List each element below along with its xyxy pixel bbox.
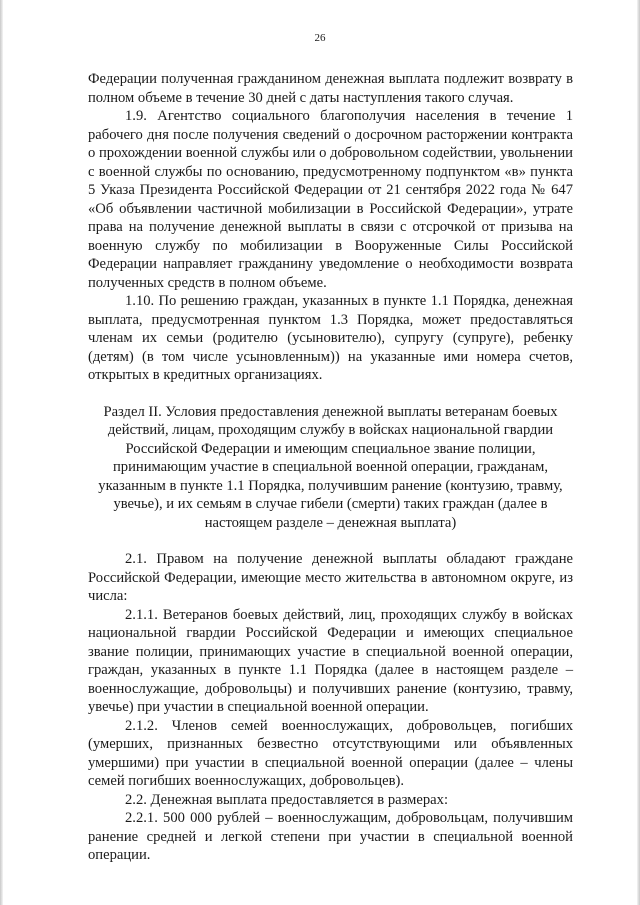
document-body: [88, 70, 573, 865]
paragraph-2-2: 2.2. Денежная выплата предоставляется в размерах:: [125, 791, 449, 808]
page-number: 26: [314, 32, 326, 44]
paragraph-2-1-2: 2.1.2. Членов семей военнослужащих, добровольцев, погибших (умерших, признанных безвестно отсутствующими или объявленных умершими) при участии в специальной военной операции (далее – члены семей погибших военнослужащих, добровольцев).: [88, 717, 573, 789]
paragraph-2-1-1: 2.1.1. Ветеранов боевых действий, лиц, проходящих службу в войсках национальной гвардии Российской Федерации и имеющих специальное звание полиции, принимающих участие в специальной военной операции, граждан, указанных в пункте 1.1 Порядка (далее в настоящем разделе – военнослужащие, добровольцы) и получивших ранение (контузию, травму, увечье) при участии в специальной военной операции.: [88, 606, 573, 715]
paragraph-2-2-1: 2.2.1. 500 000 рублей – военнослужащим, добровольцам, получившим ранение средней и легкой степени при участии в специальной военной операции.: [88, 810, 573, 863]
scan-edge-left: [0, 0, 3, 905]
paragraph-1-9: 1.9. Агентство социального благополучия населения в течение 1 рабочего дня после получения сведений о досрочном расторжении контракта о прохождении военной службы или о добровольном содействии, увольнении с военной службы по основанию, предусмотренному подпунктом «в» пункта 5 Указа Президента Российской Федерации от 21 сентября 2022 года № 647 «Об объявлении частичной мобилизации в Российской Федерации», утрате права на получение денежной выплаты в связи с отсрочкой от призыва на военную службу по мобилизации в Вооруженные Силы Российской Федерации направляет гражданину уведомление о необходимости возврата полученных средств в полном объеме.: [88, 108, 573, 291]
paragraph-1-10: 1.10. По решению граждан, указанных в пункте 1.1 Порядка, денежная выплата, предусмотренная пунктом 1.3 Порядка, может предоставляться членам их семьи (родителю (усыновителю), супругу (супруге), ребенку (детям) (в том числе усыновленным)) на указанные ими номера счетов, открытых в кредитных организациях.: [88, 293, 573, 383]
paragraph-continuation: Федерации полученная гражданином денежная выплата подлежит возврату в полном объеме в течение 30 дней с даты наступления такого случая.: [88, 71, 573, 106]
section-heading: Раздел II. Условия предоставления денежной выплаты ветеранам боевых действий, лицам, проходящим службу в войсках национальной гвардии Российской Федерации и имеющим специальное звание полиции, принимающим участие в специальной военной операции, гражданам, указанным в пункте 1.1 Порядка, получившим ранение (контузию, травму, увечье), и их семьям в случае гибели (смерти) таких граждан (далее в настоящем разделе – денежная выплата): [98, 403, 563, 531]
paragraph-2-1: 2.1. Правом на получение денежной выплаты обладают граждане Российской Федерации, имеющие место жительства в автономном округе, из числа:: [88, 551, 573, 604]
